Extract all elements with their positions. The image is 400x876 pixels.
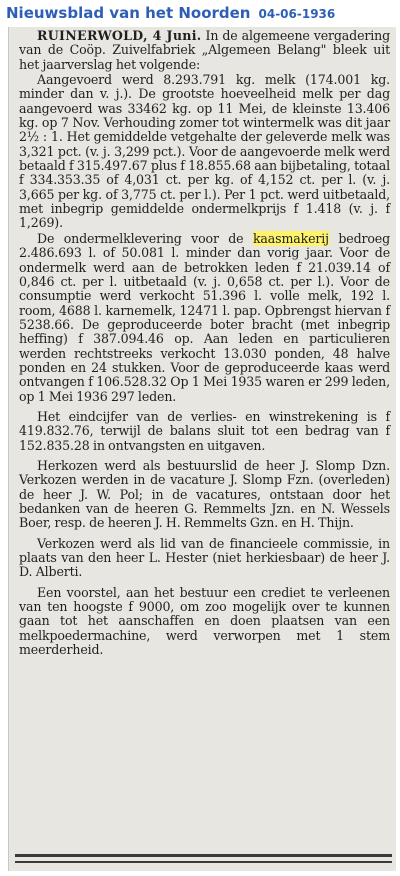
article-paragraph-3 [19,232,390,404]
publication-date: 04-06-1936 [258,7,336,21]
bottom-rule-thin [15,861,392,863]
newspaper-name: Nieuwsblad van het Noorden [6,4,251,22]
paragraph-3-text-before: De ondermelklevering voor de [37,230,244,246]
article-paragraph-1 [19,29,390,72]
article-paragraph-7: Een voorstel, aan het bestuur een crediet te verleenen van ten hoogste f 9000, om zoo mogelijk over te kunnen gaan tot het aanschaffen en doen plaatsen van een melkpoedermachine, werd verworpen met 1 stem meerderheid. [19,584,390,658]
article-paragraph-2: Aangevoerd werd 8.293.791 kg. melk (174.001 kg. minder dan v. j.). De grootste hoeveelheid melk per dag aangevoerd was 33462 kg. op 11 Mei, de kleinste 13.406 kg. op 7 Nov. Verhouding zomer tot wintermelk was dit jaar 2½ : 1. Het gemiddelde vetgehalte der geleverde melk was 3,321 pct. (v. j. 3,299 pct.). Voor de aangevoerde melk werd betaald f 315.497.67 plus f 18.855.68 aan bijbetaling, totaal f 334.353.35 of 4,031 ct. per kg. of 4,152 ct. per l. (v. j. 3,665 per kg. of 3,775 ct. per l.). Per 1 pct. werd uitbetaald, met inbegrip gemiddelde ondermelkprijs f 1.418 (v. j. f 1,269). [19,72,390,231]
bottom-rule [15,854,392,857]
newspaper-clipping [8,27,396,871]
dateline: RUINERWOLD, 4 Juni. [37,28,202,43]
highlighted-term: kaasmakerij [252,230,329,246]
paragraph-3-text-after: bedroeg 2.486.693 l. of 50.081 l. minder dan vorig jaar. Voor de ondermelk werd aan de betrokken leden f 21.039.14 of 0,846 ct. per l. uitbetaald (v. j. 0,658 ct. per l.). Voor de consumptie werd verkocht 51.396 l. volle melk, 192 l. room, 4688 l. karnemelk, 12471 l. pap. Opbrengst hiervan f 5238.66. De geproduceerde boter bracht (met inbegrip heffing) f 387.094.46 op. Aan leden en particulieren werden rechtstreeks verkocht 13.030 ponden, 48 halve ponden en 24 stukken. Voor de geproduceerde kaas werd ontvangen f 106.528.32 Op 1 Mei 1935 waren er 299 leden, op 1 Mei 1936 297 leden. [19,230,391,404]
article-paragraph-4: Het eindcijfer van de verlies- en winstrekening is f 419.832.76, terwijl de balans sluit tot een bedrag van f 152.835.28 in ontvangsten en uitgaven. [19,408,390,453]
article-paragraph-5: Herkozen werd als bestuurslid de heer J. Slomp Dzn. Verkozen werden in de vacature J. Slomp Fzn. (overleden) de heer J. W. Pol; in de vacatures, ontstaan door het bedanken van de heeren G. Remmelts Jzn. en N. Wessels Boer, resp. de heeren J. H. Remmelts Gzn. en H. Thijn. [19,457,390,531]
article-paragraph-6: Verkozen werd als lid van de financieele commissie, in plaats van den heer L. Hester (niet herkiesbaar) de heer J. D. Alberti. [19,535,390,580]
paragraph-1-text: In de algemeene vergadering van de Coöp. Zuivelfabriek „Algemeen Belang" bleek uit het jaarverslag het volgende: [19,28,391,72]
page-header [0,0,400,26]
